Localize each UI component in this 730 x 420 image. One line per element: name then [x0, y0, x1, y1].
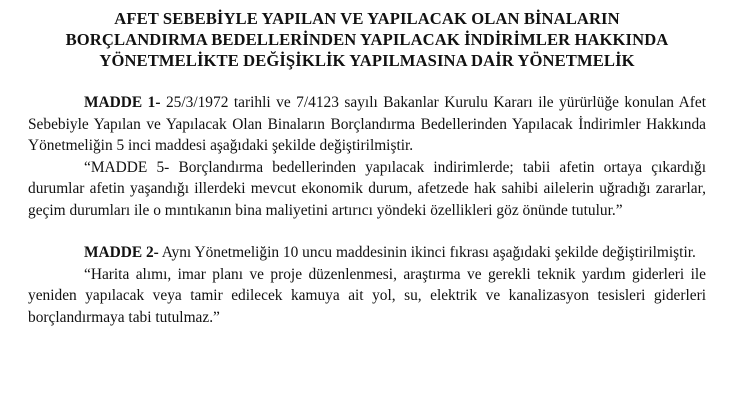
article-1-heading: MADDE 1- — [84, 94, 161, 111]
document-title — [28, 8, 706, 71]
article-1-paragraph — [28, 92, 706, 157]
article-2-heading: MADDE 2- — [84, 244, 159, 261]
title-line-3: YÖNETMELİKTE DEĞİŞİKLİK YAPILMASINA DAİR YÖNETMELİK — [99, 51, 635, 70]
title-line-2: BORÇLANDIRMA BEDELLERİNDEN YAPILACAK İNDİRİMLER HAKKINDA — [65, 30, 669, 49]
article-1-quote — [28, 157, 706, 222]
article-1-quote-text: “MADDE 5- Borçlandırma bedellerinden yapılacak indirimlerde; tabii afetin ortaya çıkardığı durumlar afetin yaşandığı illerdeki mevcut ekonomik durum, afetzede hak sahibi ailelerin uğradığı zararlar, geçim durumları ile o mıntıkanın bina maliyetini artırıcı yöndeki özellikleri göz önünde tutulur.” — [28, 158, 706, 219]
article-1-text: 25/3/1972 tarihli ve 7/4123 sayılı Bakanlar Kurulu Kararı ile yürürlüğe konulan Afet Sebebiyle Yapılan ve Yapılacak Olan Binaların Borçlandırma Bedellerinden Yapılacak İndirimler Hakkında Yönetmeliğin 5 inci maddesi aşağıdaki şekilde değiştirilmiştir. — [28, 94, 706, 154]
article-2-paragraph — [28, 242, 706, 264]
title-line-1: AFET SEBEBİYLE YAPILAN VE YAPILACAK OLAN BİNALARIN — [114, 9, 620, 28]
article-gap — [28, 221, 706, 242]
article-2-quote-text: “Harita alımı, imar planı ve proje düzenlenmesi, araştırma ve gerekli teknik yardım giderleri ile yeniden yapılacak veya tamir edilecek kamuya ait yol, su, elektrik ve kanalizasyon tesisleri giderleri borçlandırmaya tabi tutulmaz.” — [28, 265, 706, 326]
article-2-text: Aynı Yönetmeliğin 10 uncu maddesinin ikinci fıkrası aşağıdaki şekilde değiştirilmiştir. — [158, 244, 696, 261]
article-2-quote — [28, 264, 706, 329]
